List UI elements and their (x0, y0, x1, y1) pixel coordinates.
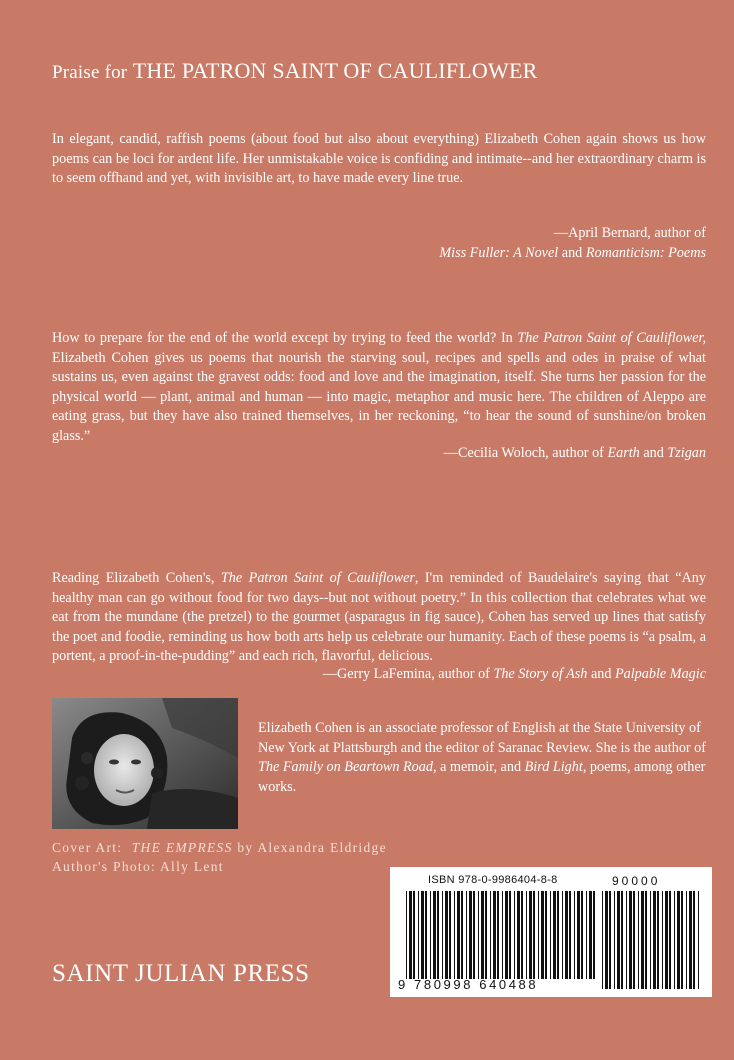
barcode-bar (653, 891, 656, 989)
barcode-bar (490, 891, 491, 979)
work-story-of-ash: The Story of Ash (493, 666, 588, 682)
barcode-bar (517, 891, 520, 979)
attribution-woloch (444, 444, 706, 464)
bio-part1: Elizabeth Cohen is an associate professor of English at the State University of New York at Plattsburgh and the editor of Saranac Review. She is the author of (258, 720, 706, 756)
barcode-bar (565, 891, 568, 979)
barcode-bar (698, 891, 699, 989)
barcode-bar (589, 891, 592, 979)
barcode-bar (609, 891, 611, 989)
attribution-bernard-line1: —April Bernard, author of (553, 225, 706, 241)
barcode-bar (497, 891, 499, 979)
barcode-bar (662, 891, 663, 989)
barcode-bar (449, 891, 451, 979)
barcode-bar (473, 891, 475, 979)
praise-prefix: Praise for (52, 62, 128, 83)
barcode-bar (454, 891, 455, 979)
barcode-bar (586, 891, 587, 979)
barcode-bar (485, 891, 487, 979)
cover-art-suffix: by Alexandra Eldridge (237, 840, 387, 855)
barcode-bar (533, 891, 535, 979)
barcode-bar (602, 891, 603, 989)
barcode-bar (469, 891, 472, 979)
work-palpable-magic: Palpable Magic (614, 666, 706, 682)
barcode-bar (526, 891, 527, 979)
barcode-bar (466, 891, 467, 979)
author-bio (258, 719, 718, 797)
barcode-bar (413, 891, 415, 979)
author-photo (52, 698, 238, 829)
isbn-label: ISBN 978-0-9986404-8-8 (428, 874, 558, 886)
book-title: THE PATRON SAINT OF CAULIFLOWER (132, 58, 538, 83)
barcode-bar (593, 891, 595, 979)
credits (52, 838, 387, 876)
barcode-bar (557, 891, 559, 979)
barcode-bar (681, 891, 683, 989)
barcode-bar (617, 891, 620, 989)
barcode-bar (645, 891, 647, 989)
barcode-bar (493, 891, 496, 979)
barcode-bar (409, 891, 412, 979)
barcode-bar (693, 891, 695, 989)
barcode-bar (626, 891, 627, 989)
barcode-bar (430, 891, 431, 979)
bio-work-beartown: The Family on Beartown Road (258, 759, 433, 776)
barcode-bar (406, 891, 407, 979)
blurb-lafemina-part2: , I'm reminded of Baudelaire's saying that “Any healthy man can go without food for two days--but not without poetry.” In this collection that celebrates what we eat from the mundane (the pretzel) to the gourmet (asparagus in fig sauce), Cohen has served up lines that satisfy the poet and foodie, reminding us how both arts help us celebrate our humanity. Each of these poems is “a psalm, a portent, a proof-in-the-pudding” and each rich, flavorful, delicious. (52, 570, 706, 665)
barcode-bar (509, 891, 511, 979)
barcode-bar (674, 891, 675, 989)
attribution-connector: and (643, 445, 664, 461)
attribution-lafemina (323, 665, 706, 685)
attribution-connector: and (590, 666, 612, 682)
author-photo-credit: Author's Photo: Ally Lent (52, 859, 224, 874)
barcode-bar (418, 891, 419, 979)
barcode-bar (461, 891, 463, 979)
barcode-bar (689, 891, 692, 989)
barcode-bar (505, 891, 508, 979)
barcode-bar (502, 891, 503, 979)
barcode-bar (638, 891, 639, 989)
barcode-bar (478, 891, 479, 979)
attribution-lafemina-name: —Gerry LaFemina, author of (322, 666, 490, 682)
attribution-bernard (439, 224, 706, 263)
barcode-bar (541, 891, 544, 979)
blurb-lafemina-title: The Patron Saint of Cauliflower (220, 570, 415, 586)
barcode-bar (425, 891, 427, 979)
blurb-lafemina (52, 569, 706, 667)
work-tzigan: Tzigan (667, 445, 706, 461)
barcode-bar (581, 891, 583, 979)
barcode-bar (521, 891, 523, 979)
attribution-woloch-name: —Cecilia Woloch, author of (443, 445, 604, 461)
barcode-bar (669, 891, 671, 989)
barcode-bar (569, 891, 571, 979)
barcode-bar (421, 891, 424, 979)
barcode-bar (445, 891, 448, 979)
blurb-woloch-part2: Elizabeth Cohen gives us poems that nourish the starving soul, recipes and spells and odes in praise of what sustains us, even against the gravest odds: food and love and the imagination, itself. She turns her passion for the physical world — plant, animal and human — into magic, metaphor and music here. The children of Aleppo are eating grass, but they have also trained themselves, in her reckoning, “to hear the sound of sunshine/on broken glass.” (52, 349, 706, 444)
barcode-bar (574, 891, 575, 979)
barcode-bar (457, 891, 460, 979)
author-photo-image (52, 698, 238, 829)
barcode-bar (665, 891, 668, 989)
work-romanticism: Romanticism: Poems (585, 244, 706, 261)
price-code: 90000 (612, 874, 661, 888)
blurb-woloch (52, 329, 706, 447)
barcode-main-bars (406, 891, 596, 979)
barcode-bar (657, 891, 659, 989)
barcode-bar (614, 891, 615, 989)
barcode-bar (442, 891, 443, 979)
barcode-addon-bars (602, 891, 700, 989)
barcode-bar (621, 891, 623, 989)
barcode-bar (686, 891, 687, 989)
bio-part2: , a memoir, and (432, 759, 525, 776)
barcode-bar (577, 891, 580, 979)
cover-art-credit (52, 838, 387, 857)
barcode-bar (605, 891, 608, 989)
barcode (390, 867, 712, 997)
page-title (52, 58, 537, 84)
barcode-bar (529, 891, 532, 979)
work-miss-fuller: Miss Fuller: A Novel (439, 244, 559, 261)
barcode-bar (641, 891, 644, 989)
bio-work-bird-light: Bird Light (524, 759, 583, 776)
blurb-lafemina-part1: Reading Elizabeth Cohen's, (52, 570, 221, 586)
blurb-woloch-title: The Patron Saint of Cauliflower, (517, 330, 706, 346)
barcode-bar (633, 891, 635, 989)
barcode-bar (562, 891, 563, 979)
bio-part3: , poems, among other works. (258, 759, 706, 795)
attribution-connector: and (561, 244, 583, 261)
barcode-bar (550, 891, 551, 979)
barcode-bar (650, 891, 651, 989)
cover-art-prefix: Cover Art: (52, 840, 123, 855)
blurb-woloch-part1: How to prepare for the end of the world except by trying to feed the world? In (52, 330, 518, 346)
barcode-bar (481, 891, 484, 979)
blurb-bernard: In elegant, candid, raffish poems (about food but also about everything) Elizabeth Cohen again shows us how poems can be loci for ardent life. Her unmistakable voice is confiding and intimate--and her extraordinary charm is to seem offhand and yet, with invisible art, to have made every line true. (52, 131, 706, 187)
work-earth: Earth (607, 445, 640, 461)
barcode-bar (677, 891, 680, 989)
barcode-bar (629, 891, 632, 989)
barcode-bar (514, 891, 515, 979)
barcode-digits: 9 780998 640488 (398, 977, 539, 992)
barcode-bar (545, 891, 547, 979)
cover-art-title: THE EMPRESS (131, 840, 233, 855)
attribution-bernard-line2 (439, 244, 706, 264)
barcode-bar (538, 891, 539, 979)
barcode-bar (437, 891, 439, 979)
barcode-bar (553, 891, 556, 979)
barcode-bar (433, 891, 436, 979)
publisher-name: SAINT JULIAN PRESS (52, 960, 310, 987)
